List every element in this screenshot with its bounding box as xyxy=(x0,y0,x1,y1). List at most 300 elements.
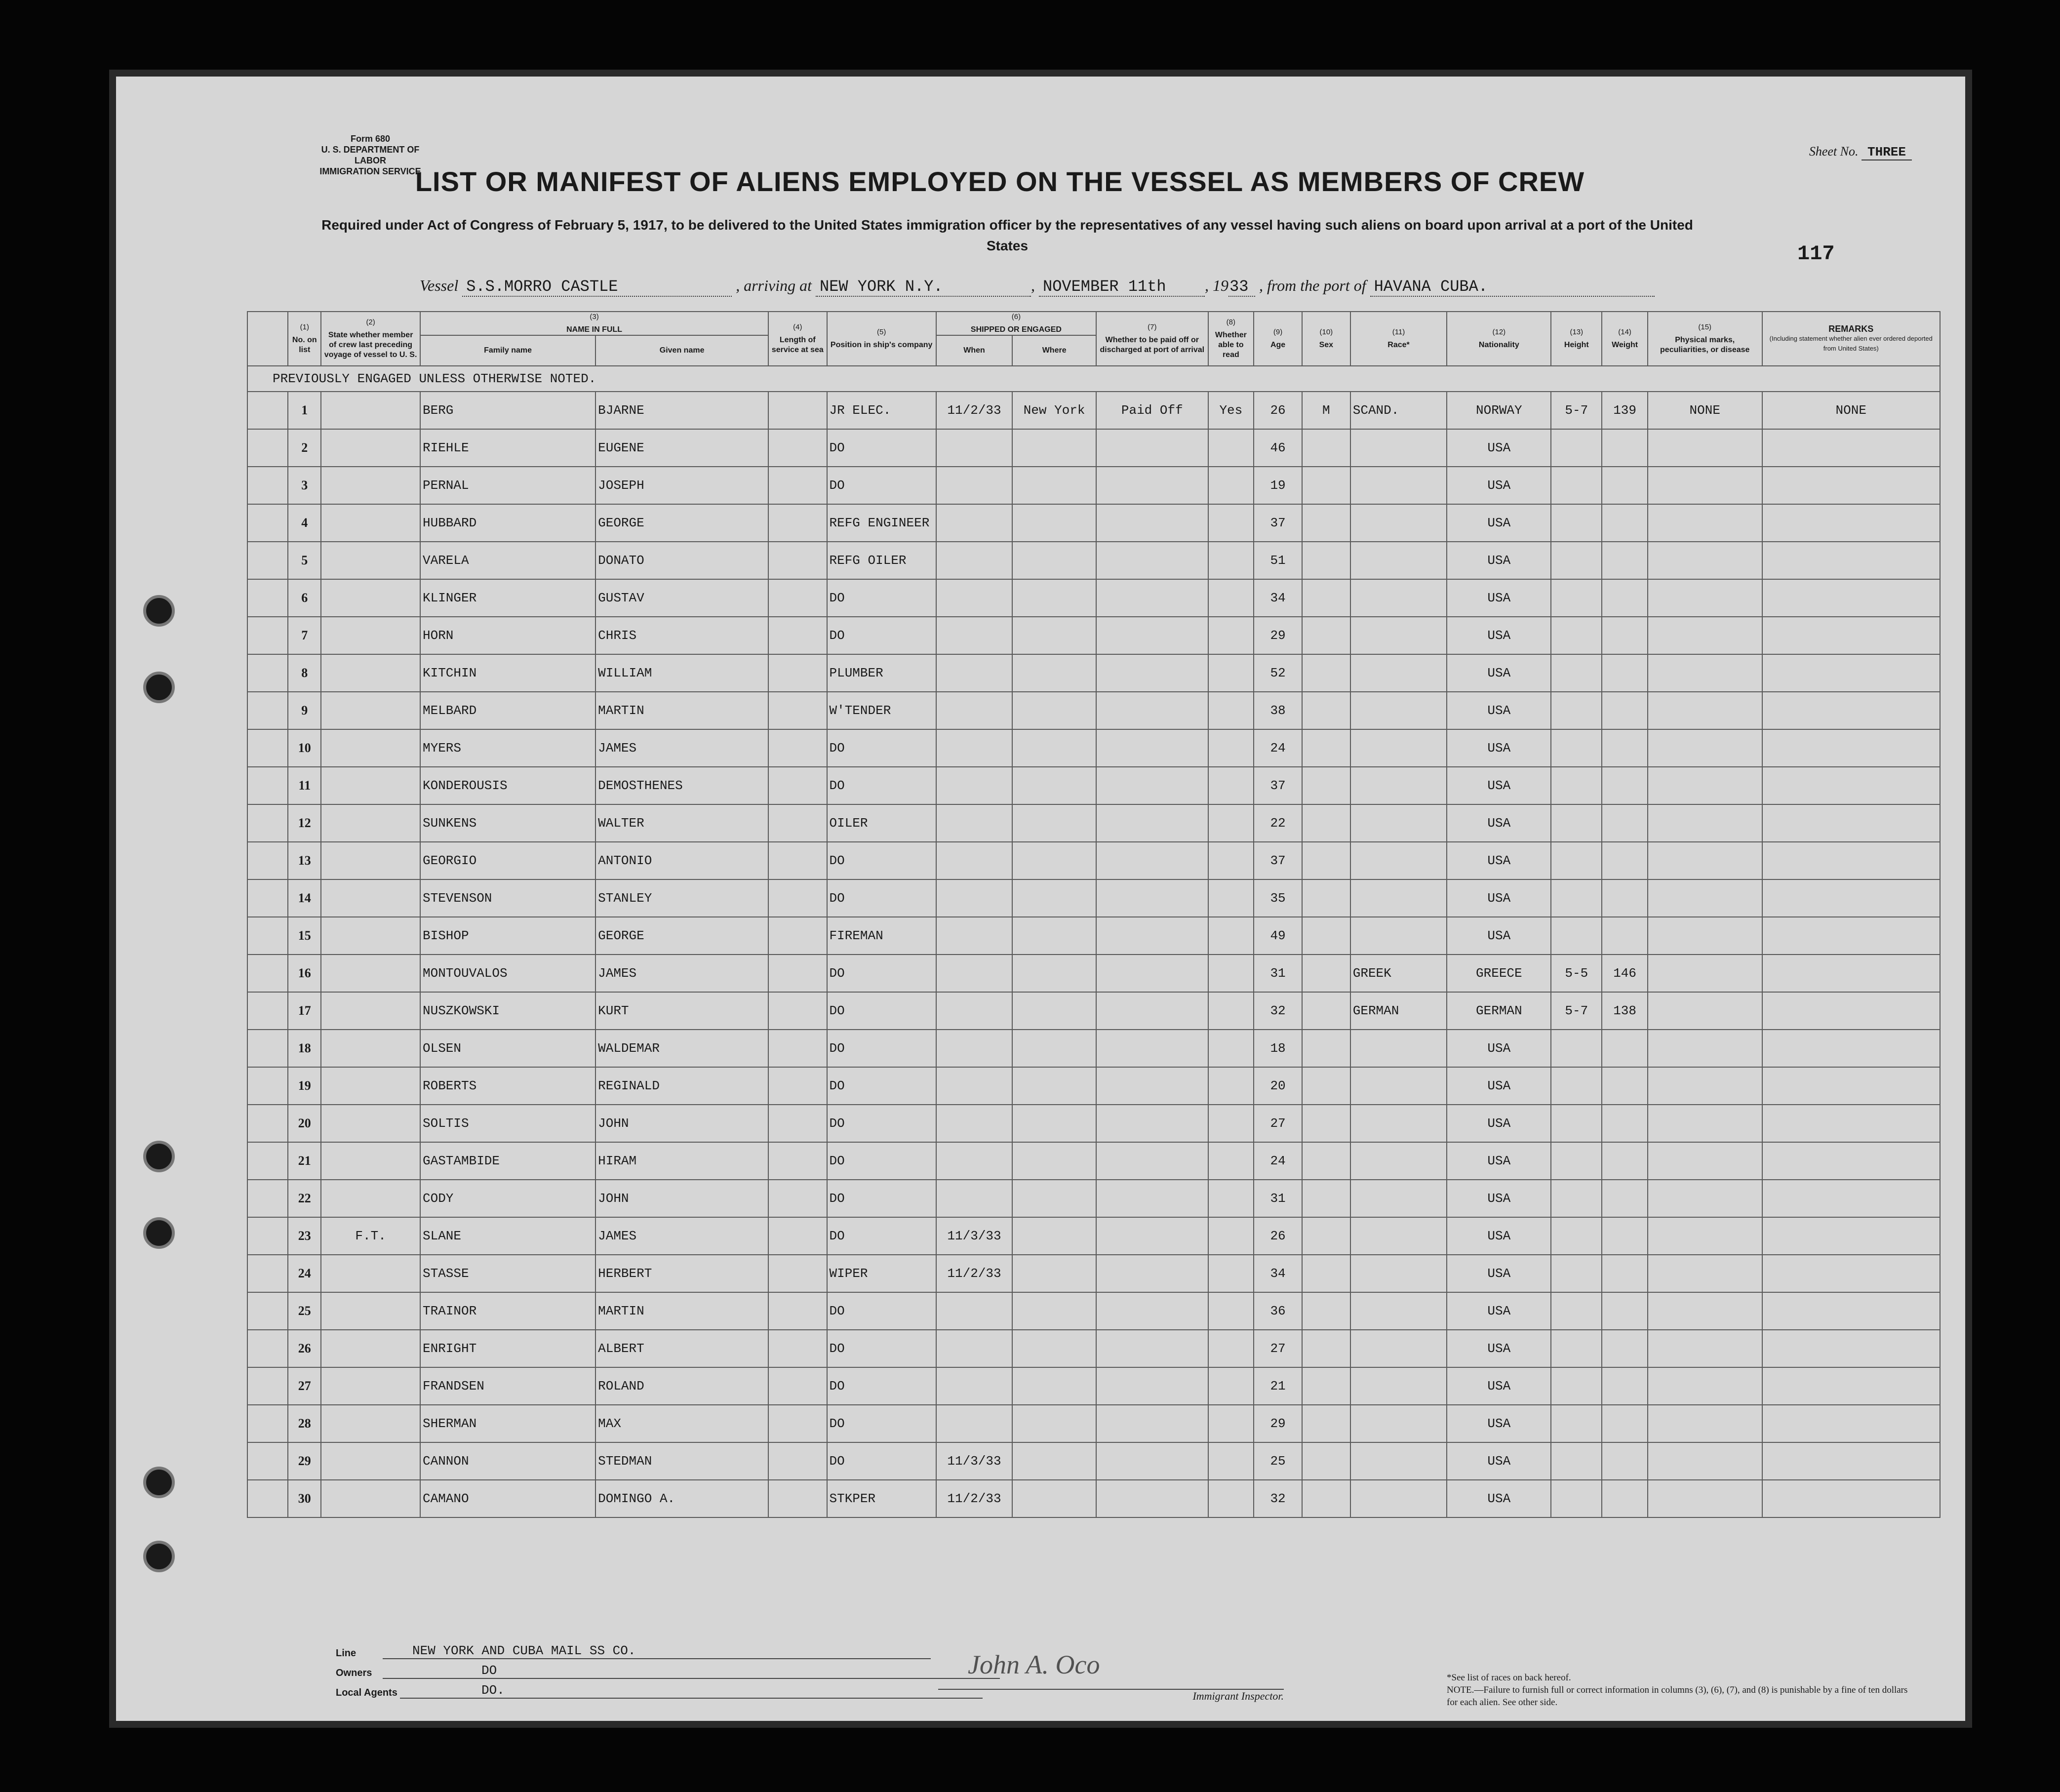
cell-age: 32 xyxy=(1254,1480,1302,1517)
cell-remarks xyxy=(1762,1367,1940,1405)
cell-remarks xyxy=(1762,692,1940,729)
cell-remarks xyxy=(1762,992,1940,1030)
cell-hole xyxy=(247,392,288,429)
cell-remarks xyxy=(1762,429,1940,467)
cell-hole xyxy=(247,1255,288,1292)
table-row xyxy=(247,542,1940,579)
cell-race xyxy=(1350,1180,1447,1217)
cell-given: BJARNE xyxy=(595,392,768,429)
table-row xyxy=(247,1292,1940,1330)
cell-sex xyxy=(1302,1217,1350,1255)
footer-owners-row xyxy=(336,1659,1000,1679)
inspector-label: Immigrant Inspector. xyxy=(938,1689,1284,1703)
cell-height xyxy=(1551,917,1602,955)
cell-crew xyxy=(321,542,420,579)
cell-marks xyxy=(1648,1367,1762,1405)
table-header-row xyxy=(247,312,1940,335)
cell-length xyxy=(768,1480,827,1517)
col-num: (5) xyxy=(876,328,886,336)
cell-length xyxy=(768,1405,827,1442)
cell-given: ALBERT xyxy=(595,1330,768,1367)
cell-hole xyxy=(247,1292,288,1330)
cell-weight: 146 xyxy=(1602,955,1648,992)
cell-sex xyxy=(1302,1480,1350,1517)
cell-read xyxy=(1208,1142,1254,1180)
cell-marks xyxy=(1648,992,1762,1030)
col-label: SHIPPED OR ENGAGED xyxy=(970,325,1062,334)
cell-marks xyxy=(1648,692,1762,729)
cell-position: STKPER xyxy=(827,1480,936,1517)
cell-remarks xyxy=(1762,1105,1940,1142)
cell-where xyxy=(1012,917,1096,955)
cell-when xyxy=(936,1367,1012,1405)
cell-remarks xyxy=(1762,1292,1940,1330)
cell-paid xyxy=(1096,467,1208,504)
cell-read xyxy=(1208,1442,1254,1480)
cell-nationality: USA xyxy=(1447,1367,1551,1405)
cell-race xyxy=(1350,1217,1447,1255)
cell-age: 27 xyxy=(1254,1105,1302,1142)
cell-where xyxy=(1012,579,1096,617)
cell-given: JAMES xyxy=(595,955,768,992)
cell-marks xyxy=(1648,767,1762,804)
previously-engaged-note: PREVIOUSLY ENGAGED UNLESS OTHERWISE NOTED. xyxy=(247,366,1940,392)
cell-no: 26 xyxy=(288,1330,321,1367)
cell-height xyxy=(1551,654,1602,692)
cell-where xyxy=(1012,692,1096,729)
col-label: No. on list xyxy=(292,336,317,354)
col-num: (2) xyxy=(366,318,375,326)
cell-paid xyxy=(1096,542,1208,579)
col-num: (7) xyxy=(1148,323,1157,331)
cell-marks xyxy=(1648,1292,1762,1330)
cell-given: JAMES xyxy=(595,1217,768,1255)
cell-no: 15 xyxy=(288,917,321,955)
cell-no: 12 xyxy=(288,804,321,842)
cell-family: VARELA xyxy=(420,542,595,579)
cell-length xyxy=(768,804,827,842)
cell-length xyxy=(768,917,827,955)
cell-sex xyxy=(1302,767,1350,804)
cell-family: KLINGER xyxy=(420,579,595,617)
cell-age: 46 xyxy=(1254,429,1302,467)
cell-marks xyxy=(1648,617,1762,654)
cell-paid xyxy=(1096,1480,1208,1517)
col-label: Length of service at sea xyxy=(771,336,824,354)
cell-no: 1 xyxy=(288,392,321,429)
cell-where xyxy=(1012,1405,1096,1442)
cell-crew xyxy=(321,692,420,729)
cell-where xyxy=(1012,1255,1096,1292)
cell-race xyxy=(1350,579,1447,617)
cell-race xyxy=(1350,917,1447,955)
cell-paid: Paid Off xyxy=(1096,392,1208,429)
cell-remarks xyxy=(1762,1405,1940,1442)
cell-nationality: USA xyxy=(1447,617,1551,654)
cell-family: GASTAMBIDE xyxy=(420,1142,595,1180)
cell-given: DEMOSTHENES xyxy=(595,767,768,804)
cell-length xyxy=(768,842,827,879)
cell-crew xyxy=(321,1330,420,1367)
table-row xyxy=(247,392,1940,429)
cell-read xyxy=(1208,1030,1254,1067)
cell-no: 5 xyxy=(288,542,321,579)
cell-position: DO xyxy=(827,1180,936,1217)
cell-position: WIPER xyxy=(827,1255,936,1292)
cell-read xyxy=(1208,654,1254,692)
cell-remarks xyxy=(1762,654,1940,692)
cell-weight xyxy=(1602,1067,1648,1105)
col-num: (4) xyxy=(793,323,802,331)
cell-remarks xyxy=(1762,1180,1940,1217)
header-physical-marks xyxy=(1648,312,1762,366)
line-value: NEW YORK AND CUBA MAIL SS CO. xyxy=(383,1643,931,1659)
cell-given: REGINALD xyxy=(595,1067,768,1105)
cell-hole xyxy=(247,804,288,842)
cell-weight xyxy=(1602,767,1648,804)
header-remarks xyxy=(1762,312,1940,366)
cell-weight xyxy=(1602,504,1648,542)
cell-length xyxy=(768,729,827,767)
cell-height: 5-7 xyxy=(1551,992,1602,1030)
cell-weight: 139 xyxy=(1602,392,1648,429)
cell-height xyxy=(1551,729,1602,767)
cell-given: JOHN xyxy=(595,1105,768,1142)
cell-hole xyxy=(247,1067,288,1105)
cell-sex xyxy=(1302,429,1350,467)
cell-length xyxy=(768,1180,827,1217)
cell-when xyxy=(936,917,1012,955)
table-row xyxy=(247,879,1940,917)
cell-no: 9 xyxy=(288,692,321,729)
cell-when xyxy=(936,879,1012,917)
cell-nationality: USA xyxy=(1447,917,1551,955)
cell-race xyxy=(1350,1105,1447,1142)
cell-race xyxy=(1350,1330,1447,1367)
cell-crew xyxy=(321,1180,420,1217)
cell-given: DOMINGO A. xyxy=(595,1480,768,1517)
cell-position: JR ELEC. xyxy=(827,392,936,429)
cell-age: 29 xyxy=(1254,1405,1302,1442)
cell-age: 29 xyxy=(1254,617,1302,654)
cell-race xyxy=(1350,1367,1447,1405)
cell-hole xyxy=(247,692,288,729)
cell-paid xyxy=(1096,955,1208,992)
cell-sex: M xyxy=(1302,392,1350,429)
cell-no: 7 xyxy=(288,617,321,654)
cell-nationality: USA xyxy=(1447,504,1551,542)
table-row xyxy=(247,692,1940,729)
cell-weight xyxy=(1602,542,1648,579)
cell-race xyxy=(1350,654,1447,692)
cell-read xyxy=(1208,1180,1254,1217)
cell-read xyxy=(1208,1330,1254,1367)
cell-no: 14 xyxy=(288,879,321,917)
note-fine: NOTE.—Failure to furnish full or correct information in columns (3), (6), (7), and (8) is punishable by a fine of ten dollars for each alien. See other side. xyxy=(1447,1685,1908,1708)
cell-given: DONATO xyxy=(595,542,768,579)
cell-paid xyxy=(1096,1292,1208,1330)
cell-marks xyxy=(1648,1030,1762,1067)
col-label: Height xyxy=(1564,341,1589,349)
cell-hole xyxy=(247,617,288,654)
cell-given: JOSEPH xyxy=(595,467,768,504)
cell-sex xyxy=(1302,579,1350,617)
cell-paid xyxy=(1096,804,1208,842)
cell-remarks xyxy=(1762,879,1940,917)
cell-sex xyxy=(1302,842,1350,879)
cell-position: DO xyxy=(827,1217,936,1255)
cell-hole xyxy=(247,1030,288,1067)
cell-paid xyxy=(1096,767,1208,804)
cell-length xyxy=(768,767,827,804)
cell-age: 52 xyxy=(1254,654,1302,692)
cell-weight xyxy=(1602,1255,1648,1292)
cell-where xyxy=(1012,1030,1096,1067)
cell-paid xyxy=(1096,1067,1208,1105)
cell-sex xyxy=(1302,1142,1350,1180)
col-label: Whether to be paid off or discharged at port of arrival xyxy=(1100,336,1205,354)
cell-age: 26 xyxy=(1254,392,1302,429)
cell-weight xyxy=(1602,1105,1648,1142)
arrival-year: 33 xyxy=(1228,278,1255,297)
cell-height xyxy=(1551,542,1602,579)
cell-nationality: USA xyxy=(1447,654,1551,692)
cell-hole xyxy=(247,504,288,542)
cell-race xyxy=(1350,467,1447,504)
cell-no: 18 xyxy=(288,1030,321,1067)
cell-age: 38 xyxy=(1254,692,1302,729)
col-label: Nationality xyxy=(1478,341,1519,349)
cell-race xyxy=(1350,879,1447,917)
cell-sex xyxy=(1302,1067,1350,1105)
punch-hole-icon xyxy=(143,672,175,703)
cell-remarks xyxy=(1762,617,1940,654)
cell-length xyxy=(768,1217,827,1255)
cell-weight xyxy=(1602,804,1648,842)
cell-given: HERBERT xyxy=(595,1255,768,1292)
cell-length xyxy=(768,955,827,992)
cell-age: 24 xyxy=(1254,729,1302,767)
col-num: (14) xyxy=(1618,328,1631,336)
cell-when xyxy=(936,1030,1012,1067)
punch-hole-icon xyxy=(143,1467,175,1498)
footer-line-row xyxy=(336,1639,1000,1659)
cell-nationality: USA xyxy=(1447,1030,1551,1067)
cell-position: OILER xyxy=(827,804,936,842)
cell-age: 31 xyxy=(1254,1180,1302,1217)
cell-age: 32 xyxy=(1254,992,1302,1030)
cell-weight xyxy=(1602,617,1648,654)
cell-family: BERG xyxy=(420,392,595,429)
cell-given: ANTONIO xyxy=(595,842,768,879)
cell-age: 19 xyxy=(1254,467,1302,504)
cell-length xyxy=(768,504,827,542)
header-height xyxy=(1551,312,1602,366)
cell-height xyxy=(1551,767,1602,804)
cell-paid xyxy=(1096,879,1208,917)
agents-label: Local Agents xyxy=(336,1687,397,1698)
cell-age: 37 xyxy=(1254,842,1302,879)
cell-read xyxy=(1208,804,1254,842)
cell-position: REFG ENGINEER xyxy=(827,504,936,542)
cell-nationality: USA xyxy=(1447,467,1551,504)
cell-age: 27 xyxy=(1254,1330,1302,1367)
cell-crew xyxy=(321,992,420,1030)
cell-no: 3 xyxy=(288,467,321,504)
service-name: IMMIGRATION SERVICE xyxy=(319,166,421,176)
cell-weight xyxy=(1602,729,1648,767)
cell-no: 19 xyxy=(288,1067,321,1105)
table-row xyxy=(247,992,1940,1030)
cell-where xyxy=(1012,1142,1096,1180)
cell-when xyxy=(936,1330,1012,1367)
cell-position: PLUMBER xyxy=(827,654,936,692)
cell-sex xyxy=(1302,1105,1350,1142)
cell-read xyxy=(1208,767,1254,804)
cell-given: ROLAND xyxy=(595,1367,768,1405)
cell-where xyxy=(1012,429,1096,467)
cell-crew xyxy=(321,392,420,429)
cell-race xyxy=(1350,429,1447,467)
cell-height xyxy=(1551,692,1602,729)
cell-family: NUSZKOWSKI xyxy=(420,992,595,1030)
cell-length xyxy=(768,692,827,729)
table-body xyxy=(247,392,1940,1517)
col-num: (8) xyxy=(1226,318,1236,326)
cell-hole xyxy=(247,729,288,767)
cell-marks xyxy=(1648,842,1762,879)
cell-marks xyxy=(1648,1255,1762,1292)
punch-hole-icon xyxy=(143,595,175,627)
cell-family: HUBBARD xyxy=(420,504,595,542)
cell-read xyxy=(1208,1367,1254,1405)
table-row xyxy=(247,842,1940,879)
cell-where xyxy=(1012,1330,1096,1367)
cell-no: 27 xyxy=(288,1367,321,1405)
cell-weight xyxy=(1602,1367,1648,1405)
cell-race xyxy=(1350,804,1447,842)
cell-nationality: USA xyxy=(1447,804,1551,842)
cell-length xyxy=(768,992,827,1030)
cell-sex xyxy=(1302,992,1350,1030)
cell-nationality: USA xyxy=(1447,579,1551,617)
cell-when xyxy=(936,654,1012,692)
cell-height xyxy=(1551,1292,1602,1330)
cell-when xyxy=(936,1105,1012,1142)
cell-height xyxy=(1551,804,1602,842)
cell-weight xyxy=(1602,467,1648,504)
cell-given: GUSTAV xyxy=(595,579,768,617)
cell-nationality: USA xyxy=(1447,1405,1551,1442)
cell-read xyxy=(1208,1480,1254,1517)
cell-weight xyxy=(1602,692,1648,729)
cell-race xyxy=(1350,1067,1447,1105)
cell-crew xyxy=(321,1367,420,1405)
crew-manifest-table xyxy=(247,311,1941,1518)
cell-race xyxy=(1350,1405,1447,1442)
cell-position: DO xyxy=(827,429,936,467)
cell-hole xyxy=(247,767,288,804)
col-label: Sex xyxy=(1319,341,1334,349)
cell-remarks xyxy=(1762,1480,1940,1517)
cell-remarks xyxy=(1762,1067,1940,1105)
cell-hole xyxy=(247,467,288,504)
cell-marks xyxy=(1648,504,1762,542)
cell-race xyxy=(1350,1442,1447,1480)
cell-read xyxy=(1208,467,1254,504)
cell-paid xyxy=(1096,1180,1208,1217)
punch-hole-icon xyxy=(143,1141,175,1172)
cell-height xyxy=(1551,467,1602,504)
cell-height xyxy=(1551,1442,1602,1480)
table-row xyxy=(247,1217,1940,1255)
header-weight xyxy=(1602,312,1648,366)
cell-age: 25 xyxy=(1254,1442,1302,1480)
cell-length xyxy=(768,542,827,579)
cell-when xyxy=(936,617,1012,654)
cell-nationality: USA xyxy=(1447,1255,1551,1292)
sheet-number xyxy=(1809,144,1912,159)
cell-remarks: NONE xyxy=(1762,392,1940,429)
header-given-name: Given name xyxy=(595,335,768,366)
cell-paid xyxy=(1096,654,1208,692)
col-label: Physical marks, peculiarities, or disease xyxy=(1660,336,1750,354)
cell-family: FRANDSEN xyxy=(420,1367,595,1405)
cell-marks xyxy=(1648,955,1762,992)
cell-where xyxy=(1012,617,1096,654)
cell-when: 11/2/33 xyxy=(936,1255,1012,1292)
arrival-year-prefix: 19 xyxy=(1212,277,1228,294)
cell-remarks xyxy=(1762,504,1940,542)
footer-block xyxy=(336,1639,1000,1699)
cell-read xyxy=(1208,1405,1254,1442)
cell-weight xyxy=(1602,842,1648,879)
cell-read xyxy=(1208,992,1254,1030)
cell-weight xyxy=(1602,1142,1648,1180)
cell-marks xyxy=(1648,1442,1762,1480)
cell-given: MARTIN xyxy=(595,692,768,729)
cell-nationality: USA xyxy=(1447,767,1551,804)
cell-read xyxy=(1208,1292,1254,1330)
cell-when xyxy=(936,429,1012,467)
cell-given: STANLEY xyxy=(595,879,768,917)
cell-read xyxy=(1208,579,1254,617)
cell-remarks xyxy=(1762,804,1940,842)
cell-family: HORN xyxy=(420,617,595,654)
cell-family: SHERMAN xyxy=(420,1405,595,1442)
cell-crew xyxy=(321,804,420,842)
cell-crew xyxy=(321,1405,420,1442)
cell-no: 30 xyxy=(288,1480,321,1517)
cell-length xyxy=(768,1255,827,1292)
cell-position: DO xyxy=(827,767,936,804)
cell-when xyxy=(936,992,1012,1030)
cell-remarks xyxy=(1762,579,1940,617)
cell-length xyxy=(768,1142,827,1180)
cell-crew xyxy=(321,955,420,992)
cell-age: 49 xyxy=(1254,917,1302,955)
cell-read xyxy=(1208,1255,1254,1292)
table-row xyxy=(247,579,1940,617)
cell-nationality: USA xyxy=(1447,1105,1551,1142)
cell-family: MELBARD xyxy=(420,692,595,729)
col-sublabel: (Including statement whether alien ever ordered deported from United States) xyxy=(1769,335,1933,352)
cell-remarks xyxy=(1762,1217,1940,1255)
cell-age: 31 xyxy=(1254,955,1302,992)
cell-paid xyxy=(1096,579,1208,617)
cell-hole xyxy=(247,429,288,467)
table-row xyxy=(247,767,1940,804)
